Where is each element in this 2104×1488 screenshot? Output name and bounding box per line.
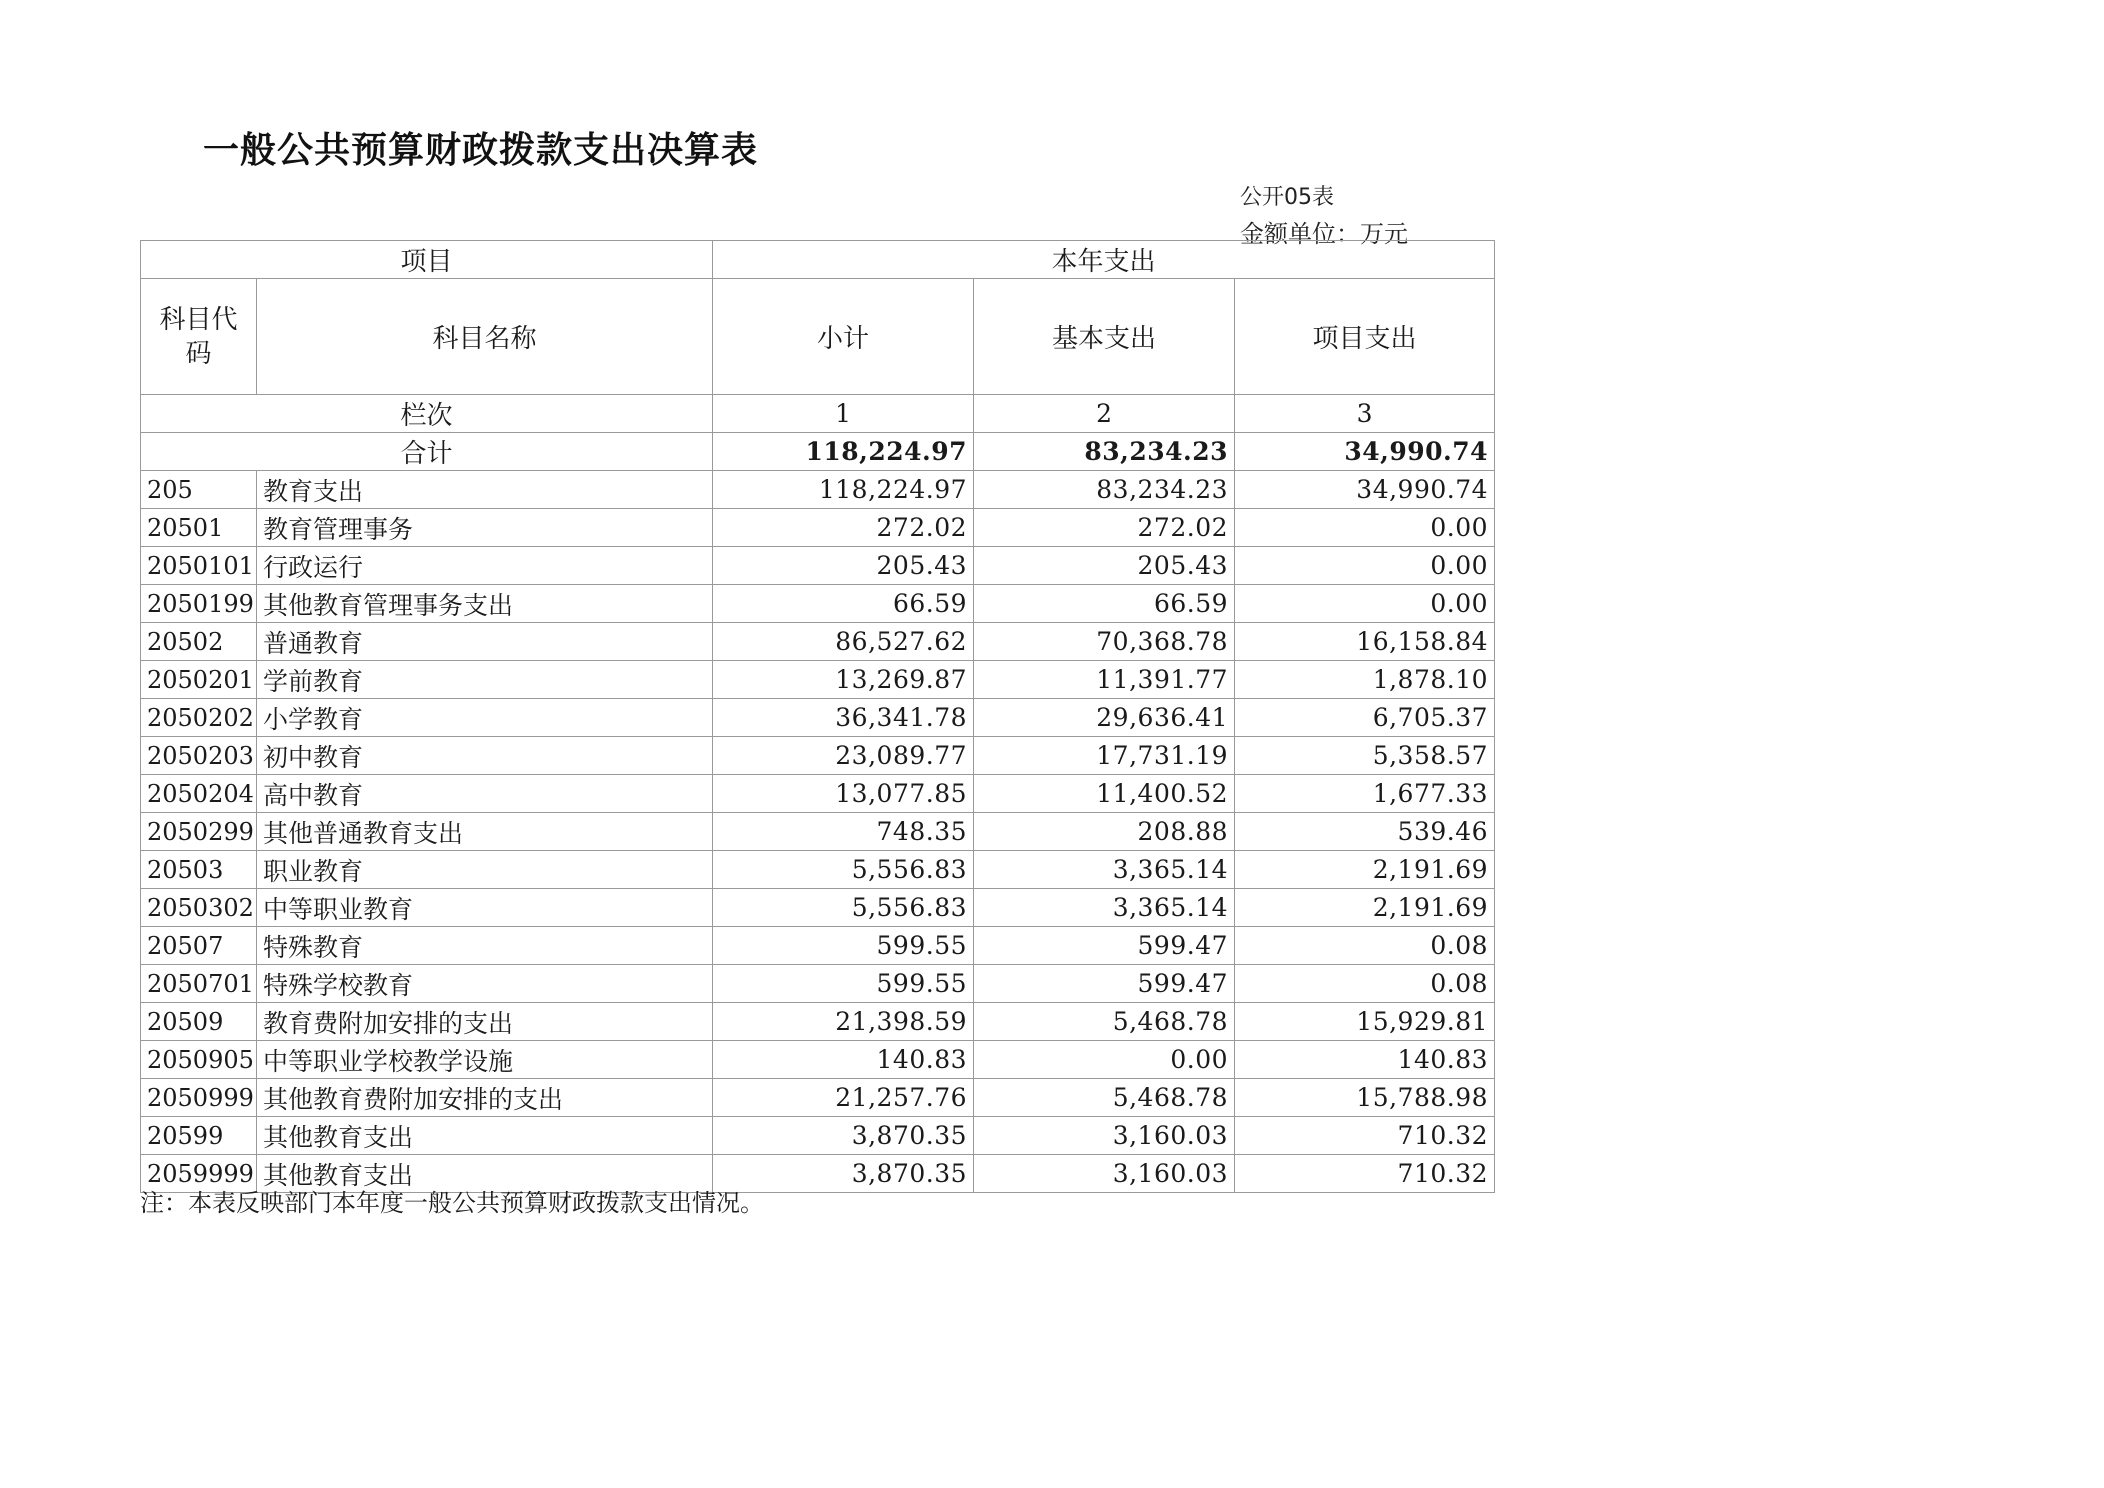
row-project: 0.00 bbox=[1235, 547, 1495, 585]
row-name: 教育费附加安排的支出 bbox=[257, 1003, 713, 1041]
row-code: 2050199 bbox=[141, 585, 257, 623]
row-code: 2050701 bbox=[141, 965, 257, 1003]
row-code: 2050203 bbox=[141, 737, 257, 775]
row-subtotal: 36,341.78 bbox=[713, 699, 974, 737]
row-code: 20509 bbox=[141, 1003, 257, 1041]
row-subtotal: 86,527.62 bbox=[713, 623, 974, 661]
row-project: 15,788.98 bbox=[1235, 1079, 1495, 1117]
row-name: 中等职业学校教学设施 bbox=[257, 1041, 713, 1079]
header-row-lanci bbox=[141, 395, 1495, 433]
row-project: 15,929.81 bbox=[1235, 1003, 1495, 1041]
row-code: 20502 bbox=[141, 623, 257, 661]
row-project: 140.83 bbox=[1235, 1041, 1495, 1079]
row-subtotal: 599.55 bbox=[713, 927, 974, 965]
total-subtotal: 118,224.97 bbox=[713, 433, 974, 471]
row-basic: 11,400.52 bbox=[974, 775, 1235, 813]
row-name: 中等职业教育 bbox=[257, 889, 713, 927]
row-project: 1,878.10 bbox=[1235, 661, 1495, 699]
row-basic: 272.02 bbox=[974, 509, 1235, 547]
row-code: 2050204 bbox=[141, 775, 257, 813]
row-project: 1,677.33 bbox=[1235, 775, 1495, 813]
row-subtotal: 13,269.87 bbox=[713, 661, 974, 699]
row-subtotal: 21,398.59 bbox=[713, 1003, 974, 1041]
row-code: 2050201 bbox=[141, 661, 257, 699]
header-col-1: 1 bbox=[713, 395, 974, 433]
row-subtotal: 205.43 bbox=[713, 547, 974, 585]
row-name: 普通教育 bbox=[257, 623, 713, 661]
row-basic: 208.88 bbox=[974, 813, 1235, 851]
row-project: 34,990.74 bbox=[1235, 471, 1495, 509]
row-code: 2050202 bbox=[141, 699, 257, 737]
header-col-3: 3 bbox=[1235, 395, 1495, 433]
row-project: 0.08 bbox=[1235, 927, 1495, 965]
table-row bbox=[141, 547, 1495, 585]
row-project: 6,705.37 bbox=[1235, 699, 1495, 737]
row-subtotal: 5,556.83 bbox=[713, 889, 974, 927]
row-name: 行政运行 bbox=[257, 547, 713, 585]
row-basic: 0.00 bbox=[974, 1041, 1235, 1079]
row-code: 2050299 bbox=[141, 813, 257, 851]
row-code: 2059999 bbox=[141, 1155, 257, 1193]
row-subtotal: 13,077.85 bbox=[713, 775, 974, 813]
row-subtotal: 748.35 bbox=[713, 813, 974, 851]
header-project: 项目支出 bbox=[1235, 279, 1495, 395]
row-name: 其他教育管理事务支出 bbox=[257, 585, 713, 623]
row-subtotal: 599.55 bbox=[713, 965, 974, 1003]
row-code: 20599 bbox=[141, 1117, 257, 1155]
header-name: 科目名称 bbox=[257, 279, 713, 395]
row-name: 其他教育费附加安排的支出 bbox=[257, 1079, 713, 1117]
footnote: 注：本表反映部门本年度一般公共预算财政拨款支出情况。 bbox=[140, 1189, 764, 1217]
table-row bbox=[141, 1079, 1495, 1117]
row-project: 539.46 bbox=[1235, 813, 1495, 851]
table-row bbox=[141, 1003, 1495, 1041]
row-code: 205 bbox=[141, 471, 257, 509]
row-basic: 66.59 bbox=[974, 585, 1235, 623]
row-basic: 599.47 bbox=[974, 965, 1235, 1003]
row-code: 20507 bbox=[141, 927, 257, 965]
row-basic: 17,731.19 bbox=[974, 737, 1235, 775]
table-row bbox=[141, 509, 1495, 547]
row-subtotal: 272.02 bbox=[713, 509, 974, 547]
amount-unit: 金额单位：万元 bbox=[1240, 220, 1408, 248]
row-name: 教育管理事务 bbox=[257, 509, 713, 547]
table-row bbox=[141, 471, 1495, 509]
row-name: 其他普通教育支出 bbox=[257, 813, 713, 851]
row-subtotal: 66.59 bbox=[713, 585, 974, 623]
header-subtotal: 小计 bbox=[713, 279, 974, 395]
row-code: 2050905 bbox=[141, 1041, 257, 1079]
row-project: 2,191.69 bbox=[1235, 889, 1495, 927]
table-row bbox=[141, 927, 1495, 965]
table-row bbox=[141, 1117, 1495, 1155]
header-row-top bbox=[141, 241, 1495, 279]
row-code: 20501 bbox=[141, 509, 257, 547]
total-project: 34,990.74 bbox=[1235, 433, 1495, 471]
header-xiangmu: 项目 bbox=[141, 241, 713, 279]
table-row bbox=[141, 737, 1495, 775]
row-basic: 3,160.03 bbox=[974, 1117, 1235, 1155]
row-basic: 3,160.03 bbox=[974, 1155, 1235, 1193]
table-row bbox=[141, 1041, 1495, 1079]
row-basic: 29,636.41 bbox=[974, 699, 1235, 737]
row-project: 710.32 bbox=[1235, 1155, 1495, 1193]
row-name: 特殊学校教育 bbox=[257, 965, 713, 1003]
row-basic: 599.47 bbox=[974, 927, 1235, 965]
row-project: 5,358.57 bbox=[1235, 737, 1495, 775]
row-project: 2,191.69 bbox=[1235, 851, 1495, 889]
row-name: 学前教育 bbox=[257, 661, 713, 699]
header-benianzhichu: 本年支出 bbox=[713, 241, 1495, 279]
row-subtotal: 5,556.83 bbox=[713, 851, 974, 889]
table-row bbox=[141, 889, 1495, 927]
row-name: 高中教育 bbox=[257, 775, 713, 813]
table-row bbox=[141, 661, 1495, 699]
row-code: 2050101 bbox=[141, 547, 257, 585]
row-code: 20503 bbox=[141, 851, 257, 889]
page-title: 一般公共预算财政拨款支出决算表 bbox=[203, 130, 759, 171]
row-name: 其他教育支出 bbox=[257, 1155, 713, 1193]
header-lanci: 栏次 bbox=[141, 395, 713, 433]
table-row bbox=[141, 585, 1495, 623]
row-name: 特殊教育 bbox=[257, 927, 713, 965]
row-project: 710.32 bbox=[1235, 1117, 1495, 1155]
row-project: 0.00 bbox=[1235, 585, 1495, 623]
row-project: 16,158.84 bbox=[1235, 623, 1495, 661]
row-name: 职业教育 bbox=[257, 851, 713, 889]
table-code: 公开05表 bbox=[1240, 185, 1334, 210]
table-row bbox=[141, 775, 1495, 813]
row-subtotal: 3,870.35 bbox=[713, 1155, 974, 1193]
row-basic: 70,368.78 bbox=[974, 623, 1235, 661]
row-name: 小学教育 bbox=[257, 699, 713, 737]
table-row bbox=[141, 623, 1495, 661]
row-basic: 83,234.23 bbox=[974, 471, 1235, 509]
row-basic: 3,365.14 bbox=[974, 889, 1235, 927]
header-code: 科目代码 bbox=[141, 279, 257, 395]
row-basic: 5,468.78 bbox=[974, 1003, 1235, 1041]
table-body bbox=[141, 241, 1495, 1193]
row-name: 教育支出 bbox=[257, 471, 713, 509]
table-row bbox=[141, 813, 1495, 851]
table-row bbox=[141, 699, 1495, 737]
row-subtotal: 118,224.97 bbox=[713, 471, 974, 509]
row-subtotal: 140.83 bbox=[713, 1041, 974, 1079]
row-basic: 11,391.77 bbox=[974, 661, 1235, 699]
row-subtotal: 21,257.76 bbox=[713, 1079, 974, 1117]
total-label: 合计 bbox=[141, 433, 713, 471]
row-basic: 205.43 bbox=[974, 547, 1235, 585]
row-code: 2050302 bbox=[141, 889, 257, 927]
expenditure-table bbox=[140, 240, 1495, 1193]
row-subtotal: 23,089.77 bbox=[713, 737, 974, 775]
row-name: 其他教育支出 bbox=[257, 1117, 713, 1155]
header-col-2: 2 bbox=[974, 395, 1235, 433]
row-name: 初中教育 bbox=[257, 737, 713, 775]
row-basic: 3,365.14 bbox=[974, 851, 1235, 889]
row-project: 0.08 bbox=[1235, 965, 1495, 1003]
row-basic: 5,468.78 bbox=[974, 1079, 1235, 1117]
row-subtotal: 3,870.35 bbox=[713, 1117, 974, 1155]
row-code: 2050999 bbox=[141, 1079, 257, 1117]
row-project: 0.00 bbox=[1235, 509, 1495, 547]
header-row-sub bbox=[141, 279, 1495, 395]
table-row bbox=[141, 851, 1495, 889]
table-row bbox=[141, 965, 1495, 1003]
total-row bbox=[141, 433, 1495, 471]
total-basic: 83,234.23 bbox=[974, 433, 1235, 471]
header-basic: 基本支出 bbox=[974, 279, 1235, 395]
